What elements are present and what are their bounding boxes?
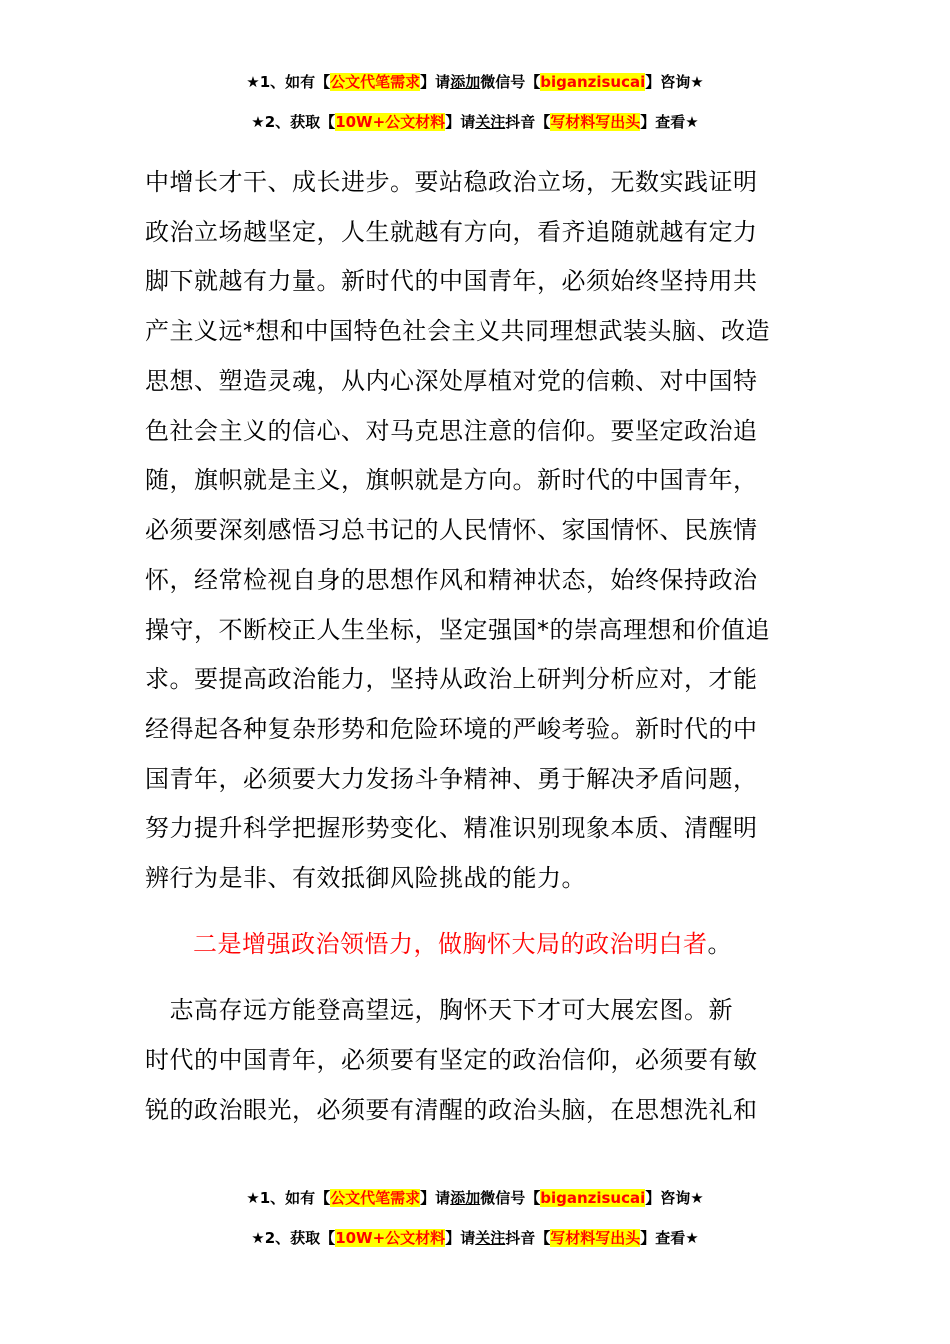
banner-text: 】请 xyxy=(420,1189,451,1207)
banner-suffix: 】咨询★ xyxy=(645,73,704,91)
text-line: 时代的中国青年，必须要有坚定的政治信仰，必须要有敏 xyxy=(145,1046,758,1074)
banner-prefix: ★2、获取【 xyxy=(251,1229,336,1247)
banner-highlight: 10W+公文材料 xyxy=(335,113,446,131)
section-heading-period: 。 xyxy=(707,930,732,958)
section-heading-text: 二是增强政治领悟力，做胸怀大局的政治明白者 xyxy=(193,930,708,958)
banner-douyin-id: 写材料写出头 xyxy=(550,113,641,131)
banner-douyin-id: 写材料写出头 xyxy=(550,1229,641,1247)
section-heading xyxy=(145,929,825,959)
banner-underlined-text: 添加 xyxy=(450,73,481,91)
banner-underlined-text: 关注 xyxy=(475,1229,506,1247)
text-line: 志高存远方能登高望远，胸怀天下才可大展宏图。新 xyxy=(145,996,733,1024)
banner-text: 抖音【 xyxy=(505,113,551,131)
banner-wechat-id: biganzisucai xyxy=(540,73,646,91)
text-line: 脚下就越有力量。新时代的中国青年，必须始终坚持用共 xyxy=(145,267,758,295)
text-line: 操守，不断校正人生坐标，坚定强国*的崇高理想和价值追 xyxy=(145,616,770,644)
banner-highlight: 公文代笔需求 xyxy=(330,73,421,91)
banner-text: 微信号【 xyxy=(480,73,541,91)
text-line: 锐的政治眼光，必须要有清醒的政治头脑，在思想洗礼和 xyxy=(145,1096,758,1124)
banner-highlight: 公文代笔需求 xyxy=(330,1189,421,1207)
text-line: 努力提升科学把握形势变化、精准识别现象本质、清醒明 xyxy=(145,814,758,842)
text-line: 中增长才干、成长进步。要站稳政治立场，无数实践证明 xyxy=(145,168,758,196)
text-line: 色社会主义的信心、对马克思注意的信仰。要坚定政治追 xyxy=(145,417,758,445)
banner-text: 抖音【 xyxy=(505,1229,551,1247)
banner-text: 】请 xyxy=(445,113,476,131)
footer-banner-line2 xyxy=(0,1228,950,1248)
banner-text: 】请 xyxy=(445,1229,476,1247)
banner-wechat-id: biganzisucai xyxy=(540,1189,646,1207)
text-line: 求。要提高政治能力，坚持从政治上研判分析应对，才能 xyxy=(145,665,758,693)
banner-prefix: ★1、如有【 xyxy=(246,73,331,91)
text-line: 怀，经常检视自身的思想作风和精神状态，始终保持政治 xyxy=(145,566,758,594)
text-line: 经得起各种复杂形势和危险环境的严峻考验。新时代的中 xyxy=(145,715,758,743)
header-banner-line2 xyxy=(0,112,950,132)
banner-underlined-text: 添加 xyxy=(450,1189,481,1207)
text-line: 国青年，必须要大力发扬斗争精神、勇于解决矛盾问题， xyxy=(145,765,758,793)
text-line: 随，旗帜就是主义，旗帜就是方向。新时代的中国青年， xyxy=(145,466,758,494)
banner-suffix: 】咨询★ xyxy=(645,1189,704,1207)
text-line: 政治立场越坚定，人生就越有方向，看齐追随就越有定力 xyxy=(145,218,758,246)
banner-prefix: ★1、如有【 xyxy=(246,1189,331,1207)
banner-text: 】请 xyxy=(420,73,451,91)
banner-underlined-text: 关注 xyxy=(475,113,506,131)
banner-text: 微信号【 xyxy=(480,1189,541,1207)
banner-highlight: 10W+公文材料 xyxy=(335,1229,446,1247)
text-line: 思想、塑造灵魂，从内心深处厚植对党的信赖、对中国特 xyxy=(145,367,758,395)
footer-banner-line1 xyxy=(0,1188,950,1208)
text-line: 产主义远*想和中国特色社会主义共同理想武装头脑、改造 xyxy=(145,317,770,345)
banner-prefix: ★2、获取【 xyxy=(251,113,336,131)
text-line: 必须要深刻感悟习总书记的人民情怀、家国情怀、民族情 xyxy=(145,516,758,544)
header-banner-line1 xyxy=(0,72,950,92)
banner-suffix: 】查看★ xyxy=(640,113,699,131)
banner-suffix: 】查看★ xyxy=(640,1229,699,1247)
text-line: 辨行为是非、有效抵御风险挑战的能力。 xyxy=(145,864,586,892)
